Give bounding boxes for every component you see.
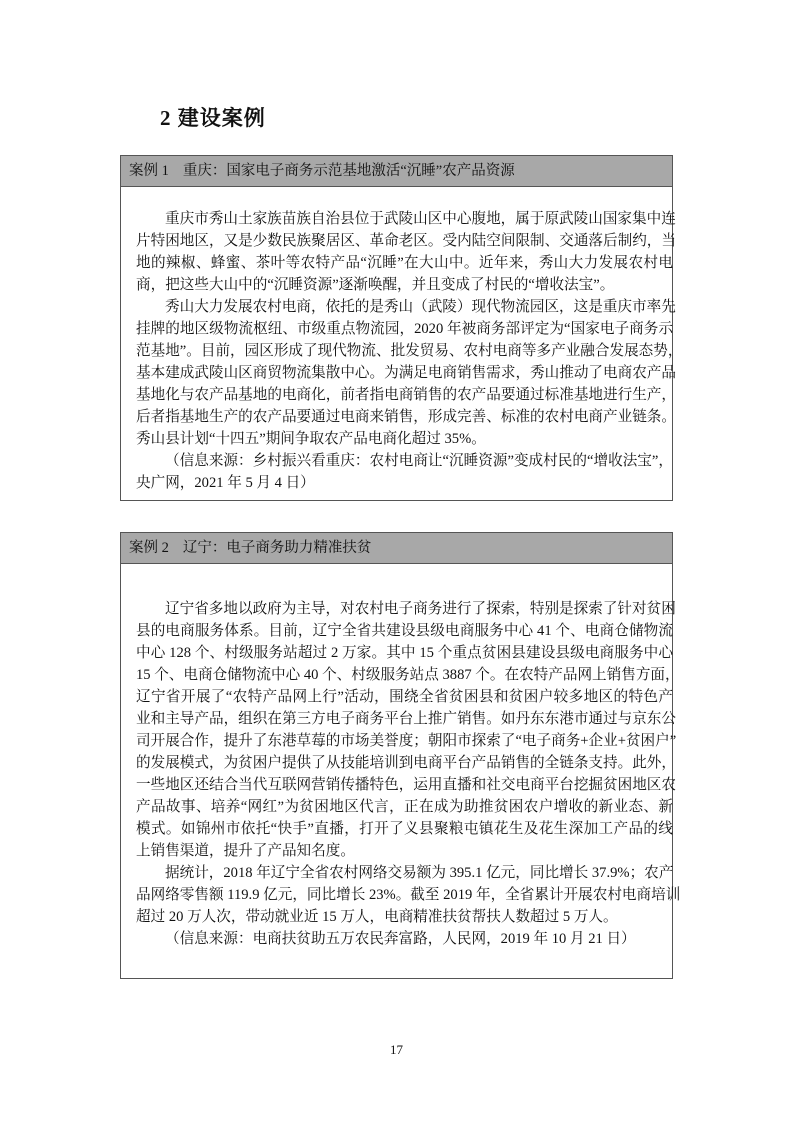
- paragraph-line: 辽宁省多地以政府为主导，对农村电子商务进行了探索，特别是探索了针对贫困: [165, 601, 676, 617]
- paragraph-line: 15 个、电商仓储物流中心 40 个、村级服务站点 3887 个。在农特产品网上销售方面，: [136, 667, 680, 683]
- paragraph-line: （信息来源：电商扶贫助五万农民奔富路，人民网，2019 年 10 月 21 日）: [165, 931, 636, 947]
- paragraph-line: 基本建成武陵山区商贸物流集散中心。为满足电商销售需求，秀山推动了电商农产品: [136, 365, 676, 381]
- case-number: 案例 1: [129, 163, 169, 179]
- paragraph-line: 司开展合作，提升了东港草莓的市场美誉度；朝阳市探索了“电子商务+企业+贫困户”: [136, 733, 677, 749]
- paragraph-line: 片特困地区，又是少数民族聚居区、革命老区。受内陆空间限制、交通落后制约，当: [136, 233, 676, 249]
- case-body: [136, 208, 683, 494]
- paragraph-line: 超过 20 万人次，带动就业近 15 万人，电商精准扶贫帮扶人数超过 5 万人。: [136, 909, 618, 925]
- paragraph-line: 后者指基地生产的农产品要通过电商来销售，形成完善、标准的农村电商产业链条。: [136, 409, 676, 425]
- paragraph-line: 范基地”。目前，园区形成了现代物流、批发贸易、农村电商等多产业融合发展态势，: [136, 343, 683, 359]
- case-title: 辽宁：电子商务助力精准扶贫: [182, 540, 372, 556]
- paragraph-line: 县的电商服务体系。目前，辽宁全省共建设县级电商服务中心 41 个、电商仓储物流: [136, 623, 673, 639]
- paragraph-line: 基地化与农产品基地的电商化，前者指电商销售的农产品要通过标准基地进行生产，: [136, 387, 676, 403]
- paragraph-line: 秀山大力发展农村电商，依托的是秀山（武陵）现代物流园区，这是重庆市率先: [165, 299, 676, 315]
- paragraph-line: 地的辣椒、蜂蜜、茶叶等农特产品“沉睡”在大山中。近年来，秀山大力发展农村电: [136, 255, 673, 271]
- paragraph-line: 品网络零售额 119.9 亿元，同比增长 23%。截至 2019 年，全省累计开展农村电商培训: [136, 887, 681, 903]
- paragraph-line: 模式。如锦州市依托“快手”直播，打开了义县聚粮屯镇花生及花生深加工产品的线: [136, 821, 673, 837]
- paragraph-line: （信息来源：乡村振兴看重庆：农村电商让“沉睡资源”变成村民的“增收法宝”，: [165, 453, 673, 469]
- paragraph-line: 辽宁省开展了“农特产品网上行”活动，围绕全省贫困县和贫困户较多地区的特色产: [136, 689, 673, 705]
- paragraph-line: 重庆市秀山土家族苗族自治县位于武陵山区中心腹地，属于原武陵山国家集中连: [165, 211, 676, 227]
- paragraph-line: 央广网，2021 年 5 月 4 日）: [136, 475, 315, 491]
- case-box-1: [120, 155, 683, 501]
- case-title: 重庆：国家电子商务示范基地激活“沉睡”农产品资源: [182, 163, 515, 179]
- case-number: 案例 2: [129, 540, 169, 556]
- paragraph-line: 的发展模式，为贫困户提供了从技能培训到电商平台产品销售的全链条支持。此外，: [136, 755, 676, 771]
- paragraph-line: 据统计，2018 年辽宁全省农村网络交易额为 395.1 亿元，同比增长 37.9%；农产: [165, 865, 674, 881]
- paragraph-line: 业和主导产品，组织在第三方电子商务平台上推广销售。如丹东东港市通过与京东公: [136, 711, 676, 727]
- case-box-2: [120, 532, 681, 979]
- paragraph-line: 商，把这些大山中的“沉睡资源”逐渐唤醒，并且变成了村民的“增收法宝”。: [136, 277, 615, 293]
- page-number: 17: [390, 1042, 403, 1057]
- paragraph-line: 一些地区还结合当代互联网营销传播特色，运用直播和社交电商平台挖掘贫困地区农: [136, 777, 676, 793]
- paragraph-line: 上销售渠道，提升了产品知名度。: [136, 843, 355, 859]
- paragraph-line: 挂牌的地区级物流枢纽、市级重点物流园，2020 年被商务部评定为“国家电子商务示: [136, 321, 673, 337]
- case-body: [136, 598, 681, 950]
- paragraph-line: 产品故事、培养“网红”为贫困地区代言，正在成为助推贫困农户增收的新业态、新: [136, 799, 673, 815]
- case-header: [121, 533, 672, 564]
- paragraph-line: 中心 128 个、村级服务站超过 2 万家。其中 15 个重点贫困县建设县级电商服务中心: [136, 645, 673, 661]
- section-title: 2 建设案例: [160, 106, 266, 130]
- paragraph-line: 秀山县计划“十四五”期间争取农产品电商化超过 35%。: [136, 431, 486, 447]
- case-header: [121, 156, 672, 187]
